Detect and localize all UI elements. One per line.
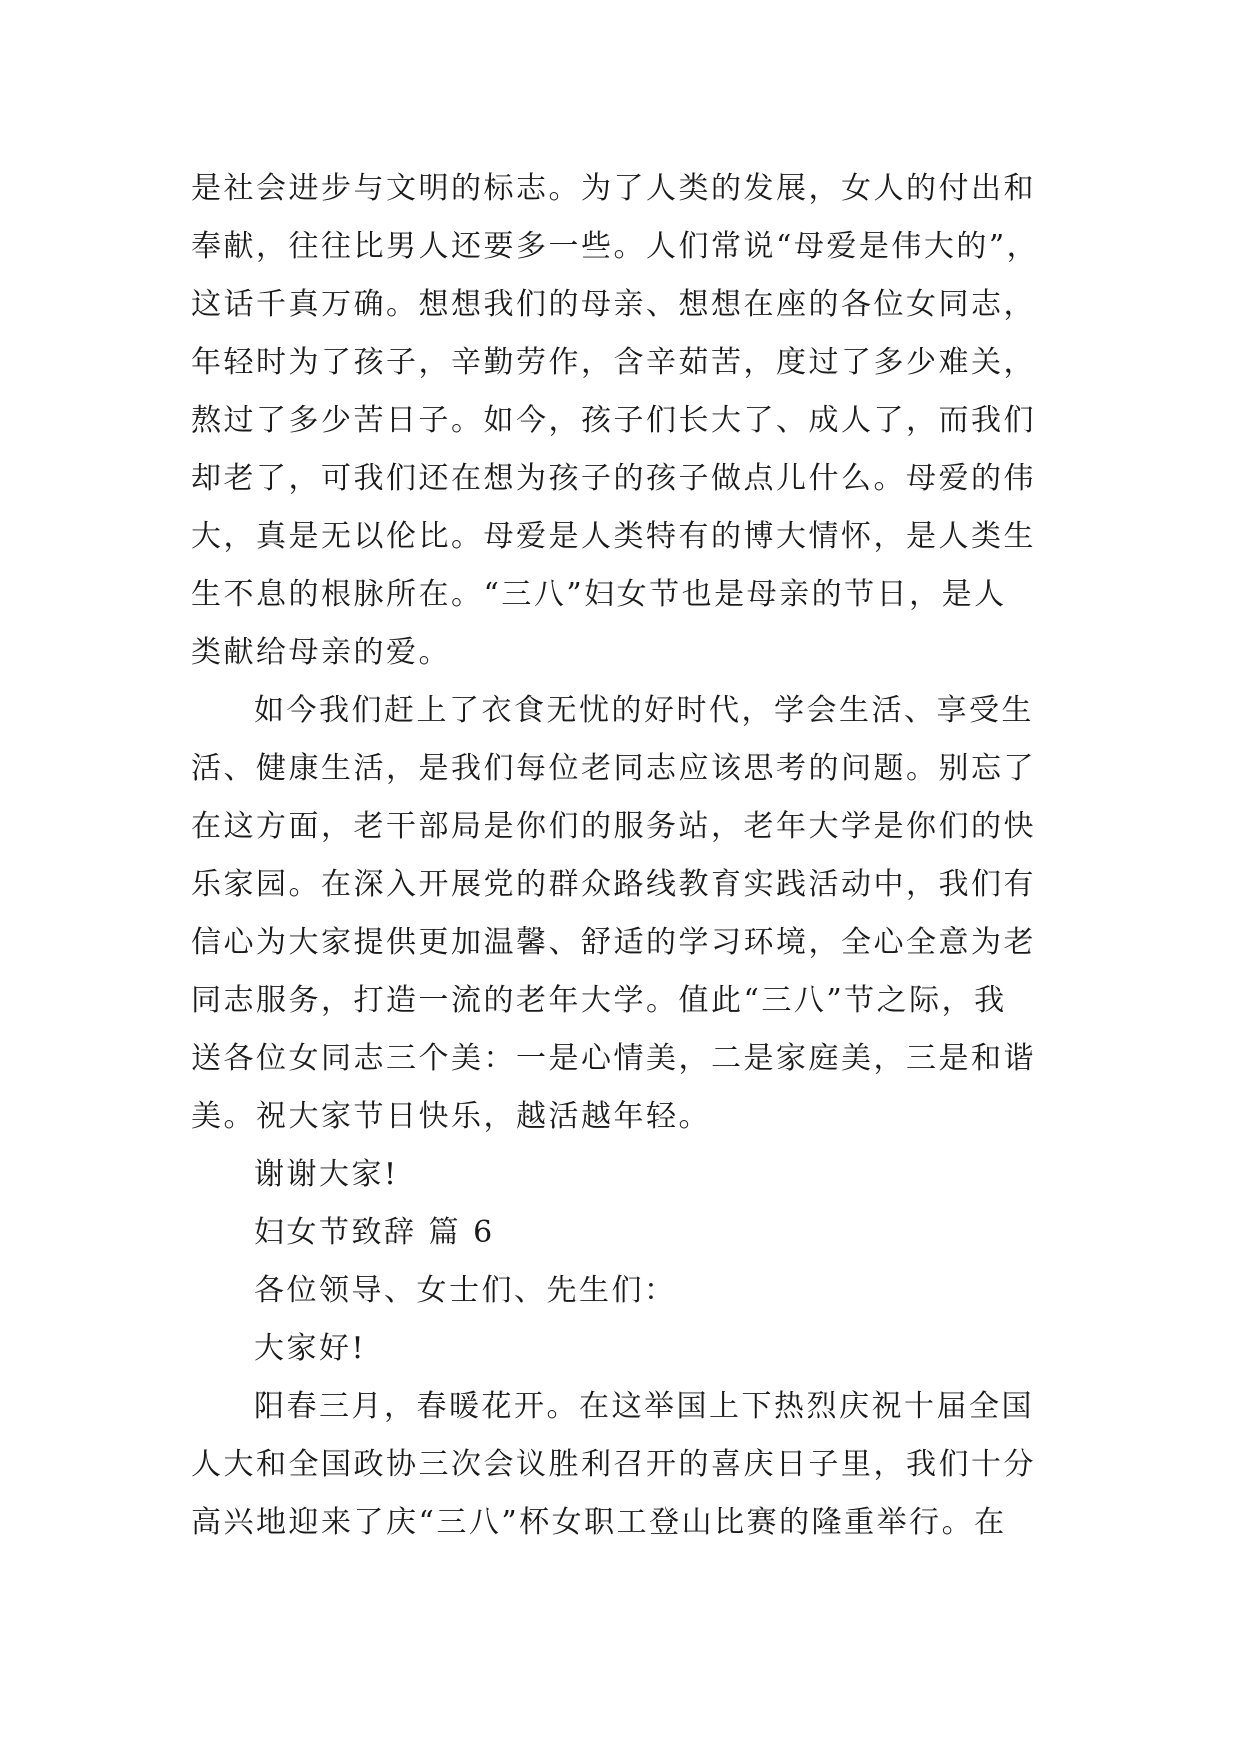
document-body: [191, 160, 1061, 1552]
greeting: 大家好!: [254, 1331, 367, 1366]
text-line: 在这方面，老干部局是你们的服务站，老年大学是你们的快: [191, 809, 1036, 844]
text-line: 是社会进步与文明的标志。为了人类的发展，女人的付出和: [191, 171, 1036, 206]
paragraph-start-line: 阳春三月，春暖花开。在这举国上下热烈庆祝十届全国: [254, 1389, 1034, 1424]
salutation: 各位领导、女士们、先生们：: [254, 1273, 677, 1308]
section-heading: 妇女节致辞 篇 6: [254, 1215, 495, 1250]
text-line: 送各位女同志三个美：一是心情美，二是家庭美，三是和谐: [191, 1041, 1036, 1076]
text-line: 这话千真万确。想想我们的母亲、想想在座的各位女同志，: [191, 287, 1036, 322]
text-line: 高兴地迎来了庆“三八”杯女职工登山比赛的隆重举行。在: [191, 1505, 1007, 1540]
text-line: 乐家园。在深入开展党的群众路线教育实践活动中，我们有: [191, 867, 1036, 902]
text-line: 活、健康生活，是我们每位老同志应该思考的问题。别忘了: [191, 751, 1036, 786]
text-line: 奉献，往往比男人还要多一些。人们常说“母爱是伟大的”，: [191, 229, 1040, 264]
text-line: 人大和全国政协三次会议胜利召开的喜庆日子里，我们十分: [191, 1447, 1036, 1482]
text-line: 熬过了多少苦日子。如今，孩子们长大了、成人了，而我们: [191, 403, 1036, 438]
text-line: 年轻时为了孩子，辛勤劳作，含辛茹苦，度过了多少难关，: [191, 345, 1036, 380]
closing-thanks: 谢谢大家!: [254, 1157, 399, 1192]
text-line: 信心为大家提供更加温馨、舒适的学习环境，全心全意为老: [191, 925, 1036, 960]
text-line: 同志服务，打造一流的老年大学。值此“三八”节之际，我: [191, 983, 1007, 1018]
text-line: 大，真是无以伦比。母爱是人类特有的博大情怀，是人类生: [191, 519, 1036, 554]
text-line: 类献给母亲的爱。: [191, 635, 451, 670]
text-line: 美。祝大家节日快乐，越活越年轻。: [191, 1099, 711, 1134]
text-line: 生不息的根脉所在。“三八”妇女节也是母亲的节日，是人: [191, 577, 1007, 612]
text-line: 却老了，可我们还在想为孩子的孩子做点儿什么。母爱的伟: [191, 461, 1036, 496]
paragraph-start-line: 如今我们赶上了衣食无忧的好时代，学会生活、享受生: [254, 693, 1034, 728]
